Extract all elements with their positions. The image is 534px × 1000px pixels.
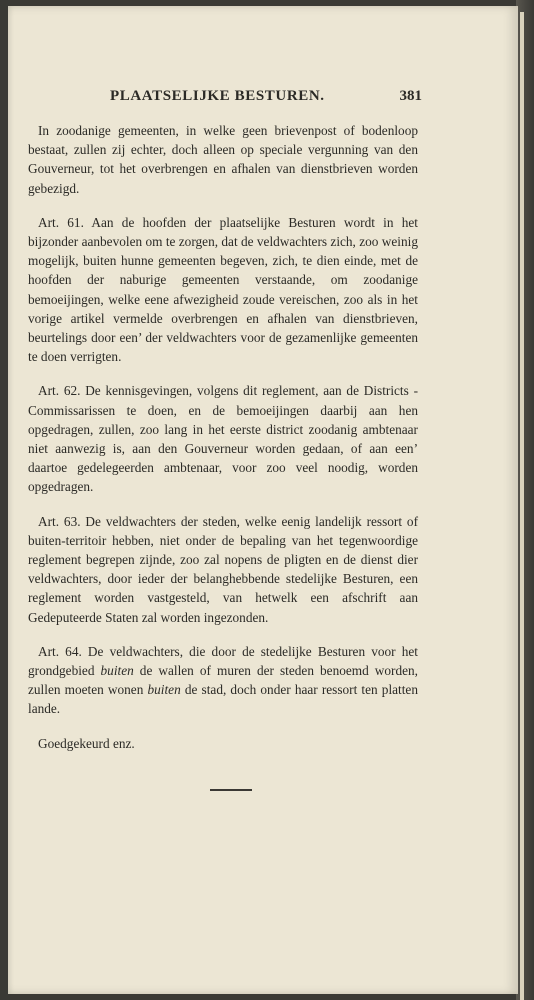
article-64-text-a: Art. 64. De veldwachters, die door de stedelijke Besturen voor het grondgebied	[28, 643, 418, 679]
article-64-emphasis-1: buiten	[100, 663, 134, 679]
article-64-text-c: de stad, doch onder haar ressort ten platten lande.	[28, 682, 418, 717]
page-body	[28, 121, 418, 753]
page-header	[110, 88, 422, 105]
article-64-emphasis-2: buiten	[147, 682, 181, 698]
end-rule	[210, 789, 252, 791]
page-number: 381	[399, 88, 422, 104]
paragraph-article-64	[28, 642, 418, 719]
paragraph-article-63: Art. 63. De veldwachters der steden, welke eenig landelijk ressort of buiten-territoir hebben, niet onder de bepaling van het tegenwoordige reglement begrepen zijnde, zoo zal nopens de pligten en de dienst dier veldwachters, door ieder der belanghebbende stedelijke Besturen, een reglement worden vastgesteld, van hetwelk een afschrift aan Gedeputeerde Staten zal worden ingezonden.	[28, 513, 418, 625]
book-fore-edge	[516, 0, 534, 1000]
paragraph-article-61: Art. 61. Aan de hoofden der plaatselijke Besturen wordt in het bijzonder aanbevolen om te zorgen, dat de veldwachters zich, zoo weinig mogelijk, buiten hunne gemeenten begeven, zich, te dien einde, met de hoofden der naburige gemeenten verstaande, om zoodanige bemoeijingen, welke eene afwezigheid zoude vereischen, zoo als in het vorige artikel vermelde overbrengen en afhalen van dienstbrieven, beurtelings door een’ der veldwachters voor de gezamenlijke gemeenten te doen verrigten.	[28, 214, 418, 365]
article-64-text-b: de wallen of muren der steden benoemd worden, zullen moeten wonen	[28, 663, 418, 698]
page-edge-highlight	[520, 12, 524, 1000]
paragraph-intro: In zoodanige gemeenten, in welke geen brievenpost of bodenloop bestaat, zullen zij echter, doch alleen op speciale vergunning van den Gouverneur, tot het overbrengen en afhalen van dienstbrieven worden gebezigd.	[28, 123, 418, 196]
paragraph-article-62: Art. 62. De kennisgevingen, volgens dit reglement, aan de Districts - Commissarissen te doen, en de bemoeijingen daarbij aan hen opgedragen, zullen, zoo lang in het eerste district zoodanig ambtenaar niet aanwezig is, aan den Gouverneur worden gedaan, of aan een’ daartoe gedelegeerden ambtenaar, voor zoo veel noodig, worden opgedragen.	[28, 383, 418, 495]
running-head: PLAATSELIJKE BESTUREN.	[110, 88, 325, 104]
closing-approval: Goedgekeurd enz.	[38, 735, 135, 751]
